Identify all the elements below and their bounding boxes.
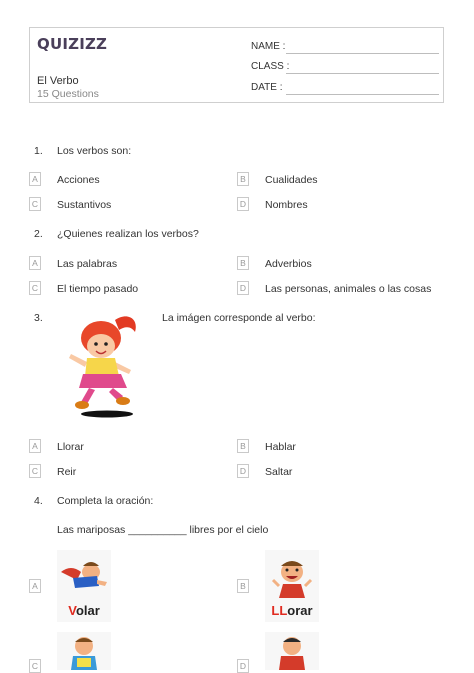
option-box-b[interactable]: B xyxy=(237,256,249,270)
quizizz-logo: QUIZIZZ xyxy=(37,35,108,53)
question-number: 1. xyxy=(34,145,43,157)
question-text: Completa la oración: xyxy=(57,495,154,507)
flying-child-illustration xyxy=(57,550,111,622)
option-text: Adverbios xyxy=(265,258,312,270)
option-box-b[interactable]: B xyxy=(237,439,249,453)
option-text: Las palabras xyxy=(57,258,118,270)
option-text: Cualidades xyxy=(265,174,318,186)
fill-in-sentence: Las mariposas __________ libres por el cielo xyxy=(57,524,269,536)
option-text: Llorar xyxy=(57,441,84,453)
name-label: NAME : xyxy=(251,41,286,52)
crying-child-illustration xyxy=(265,550,319,622)
option-text: Reir xyxy=(57,466,77,478)
question-number: 2. xyxy=(34,228,43,240)
question-text: ¿Quienes realizan los verbos? xyxy=(57,228,199,240)
question-count: 15 Questions xyxy=(37,88,99,100)
question-number: 4. xyxy=(34,495,43,507)
option-box-c[interactable]: C xyxy=(29,197,41,211)
option-box-a[interactable]: A xyxy=(29,256,41,270)
option-text: Saltar xyxy=(265,466,293,478)
class-label: CLASS : xyxy=(251,61,290,72)
option-box-a[interactable]: A xyxy=(29,172,41,186)
option-text: Nombres xyxy=(265,199,308,211)
option-caption: LLorar xyxy=(271,603,313,618)
option-box-d[interactable]: D xyxy=(237,281,249,295)
option-box-b[interactable]: B xyxy=(237,579,249,593)
date-field[interactable] xyxy=(286,94,439,95)
name-field[interactable] xyxy=(286,53,439,54)
option-caption: Volar xyxy=(68,603,100,618)
option-text: Las personas, animales o las cosas xyxy=(265,283,432,295)
option-box-b[interactable]: B xyxy=(237,172,249,186)
worksheet-header xyxy=(29,27,444,103)
jumping-girl-illustration xyxy=(57,310,153,422)
worksheet-title: El Verbo xyxy=(37,75,79,87)
option-box-a[interactable]: A xyxy=(29,439,41,453)
date-label: DATE : xyxy=(251,82,283,93)
option-box-d[interactable]: D xyxy=(237,464,249,478)
option-text: Sustantivos xyxy=(57,199,112,211)
option-box-c[interactable]: C xyxy=(29,464,41,478)
reading-child-illustration xyxy=(57,632,111,670)
option-text: Acciones xyxy=(57,174,100,186)
option-text: El tiempo pasado xyxy=(57,283,139,295)
option-box-a[interactable]: A xyxy=(29,579,41,593)
class-field[interactable] xyxy=(286,73,439,74)
option-box-d[interactable]: D xyxy=(237,197,249,211)
question-number: 3. xyxy=(34,312,43,324)
question-text: Los verbos son: xyxy=(57,145,132,157)
option-box-d[interactable]: D xyxy=(237,659,249,673)
option-text: Hablar xyxy=(265,441,296,453)
option-box-c[interactable]: C xyxy=(29,281,41,295)
child-illustration xyxy=(265,632,319,670)
question-text: La imágen corresponde al verbo: xyxy=(162,312,316,324)
option-box-c[interactable]: C xyxy=(29,659,41,673)
